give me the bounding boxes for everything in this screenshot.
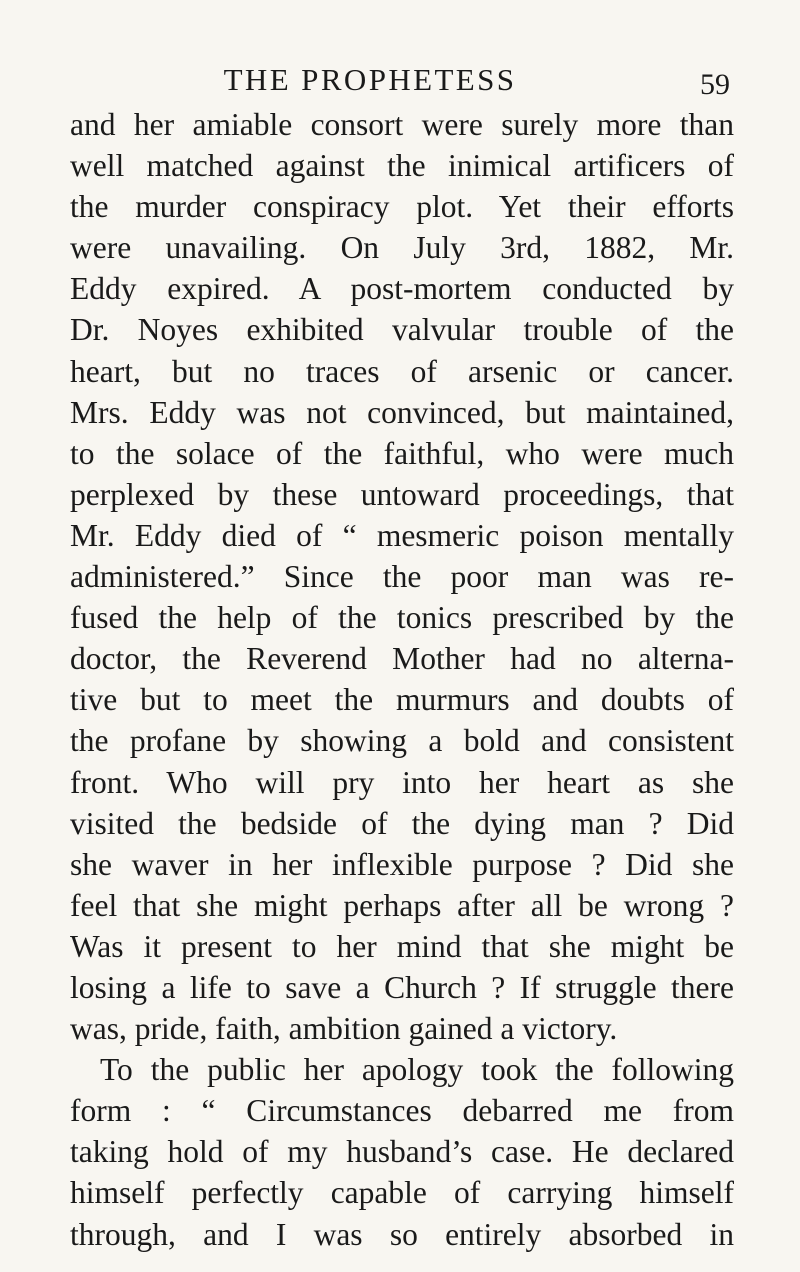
text-line: taking hold of my husband’s case. He declared <box>70 1134 734 1170</box>
text-line: the profane by showing a bold and consistent <box>70 723 734 759</box>
text-line: doctor, the Reverend Mother had no alterna- <box>70 641 734 677</box>
text-line: fused the help of the tonics prescribed by the <box>70 600 734 636</box>
text-line: heart, but no traces of arsenic or cancer. <box>70 353 734 389</box>
text-line-paragraph-end: was, pride, faith, ambition gained a victory. <box>70 1011 618 1047</box>
text-line: through, and I was so entirely absorbed in <box>70 1216 734 1252</box>
body-text <box>70 104 734 1255</box>
text-line: perplexed by these untoward proceedings, that <box>70 476 734 512</box>
text-line: were unavailing. On July 3rd, 1882, Mr. <box>70 230 734 266</box>
text-line: the murder conspiracy plot. Yet their efforts <box>70 189 734 225</box>
text-line: Was it present to her mind that she might be <box>70 928 734 964</box>
running-head <box>70 52 730 102</box>
text-line-paragraph-start: To the public her apology took the following <box>100 1052 734 1088</box>
text-line: form : “ Circumstances debarred me from <box>70 1093 734 1129</box>
text-line: to the solace of the faithful, who were much <box>70 435 734 471</box>
text-line: well matched against the inimical artificers of <box>70 148 734 184</box>
text-line: losing a life to save a Church ? If struggle there <box>70 969 734 1005</box>
text-line: administered.” Since the poor man was re- <box>70 559 734 595</box>
text-line: himself perfectly capable of carrying himself <box>70 1175 734 1211</box>
text-line: Dr. Noyes exhibited valvular trouble of the <box>70 312 734 348</box>
text-line: feel that she might perhaps after all be wrong ? <box>70 887 734 923</box>
text-line: and her amiable consort were surely more than <box>70 107 734 142</box>
text-line: front. Who will pry into her heart as she <box>70 764 734 800</box>
page-number: 59 <box>700 68 730 101</box>
text-line: Mr. Eddy died of “ mesmeric poison mentally <box>70 517 734 553</box>
running-title: THE PROPHETESS <box>223 62 517 97</box>
text-line: visited the bedside of the dying man ? Did <box>70 805 734 841</box>
text-line: she waver in her inflexible purpose ? Did she <box>70 846 734 882</box>
text-line: tive but to meet the murmurs and doubts of <box>70 682 734 718</box>
text-line: Mrs. Eddy was not convinced, but maintained, <box>70 394 734 430</box>
text-line: Eddy expired. A post-mortem conducted by <box>70 271 734 307</box>
